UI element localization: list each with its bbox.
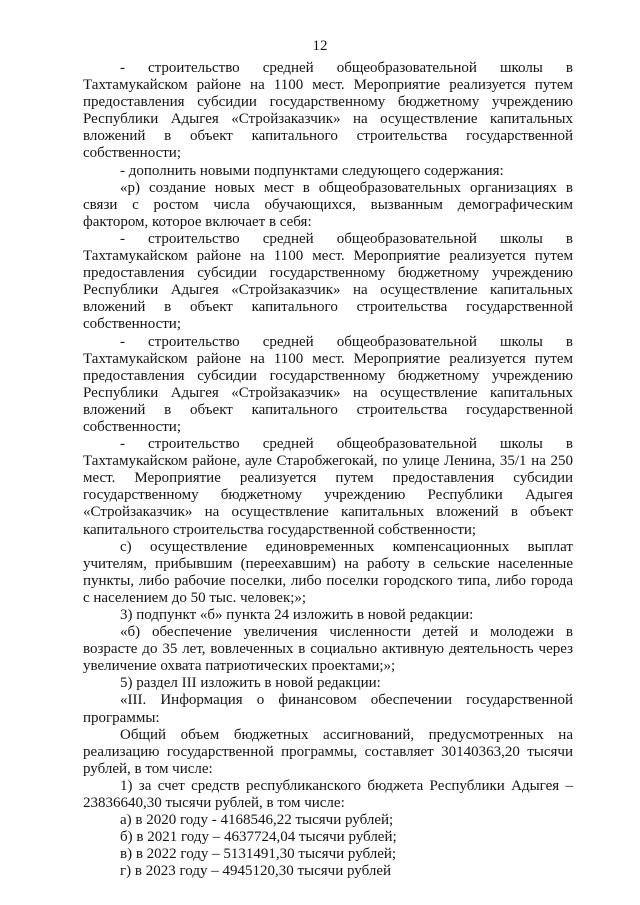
paragraph-item-s: с) осуществление единовременных компенсационных выплат учителям, прибывшим (переехавшим) на работу в сельские населенные пункты, либо рабочие поселки, либо поселки городского типа, либо города с населением до 50 тыс. человек;»; (83, 538, 573, 606)
paragraph-item-r: «р) создание новых мест в общеобразовательных организациях в связи с ростом числа обучающихся, вызванным демографическим фактором, которое включает в себя: (83, 179, 573, 230)
document-body (83, 60, 573, 881)
paragraph-section-3-heading: «III. Информация о финансовом обеспечении государственной программы: (83, 692, 573, 726)
page-number: 12 (312, 38, 328, 54)
paragraph-year-2022: в) в 2022 году – 5131491,30 тысячи рублей; (120, 846, 397, 863)
paragraph-construction-school-4: - строительство средней общеобразовательной школы в Тахтамукайском районе, ауле Старобжегокай, по улице Ленина, 35/1 на 250 мест. Мероприятие реализуется путем предоставления субсидии государственному бюджетному учреждению Республики Адыгея «Стройзаказчик» на осуществление капитальных вложений в объект капитального строительства государственной собственности; (83, 436, 573, 538)
paragraph-year-2023: г) в 2023 году – 4945120,30 тысячи рублей (120, 863, 392, 880)
paragraph-item-b: «б) обеспечение увеличения численности детей и молодежи в возрасте до 35 лет, вовлеченных в социально активную деятельность через увеличение охвата патриотических проектами;»; (83, 624, 573, 675)
paragraph-republic-budget: 1) за счет средств республиканского бюджета Республики Адыгея – 23836640,30 тысячи рублей, в том числе: (83, 777, 573, 812)
paragraph-year-2021: б) в 2021 году – 4637724,04 тысячи рублей; (120, 829, 397, 846)
paragraph-total-budget: Общий объем бюджетных ассигнований, предусмотренных на реализацию государственной программы, составляет 30140363,20 тысячи рублей, в том числе: (83, 726, 573, 777)
paragraph-year-2020: а) в 2020 году - 4168546,22 тысячи рублей; (120, 812, 394, 829)
paragraph-item-3: 3) подпункт «б» пункта 24 изложить в новой редакции: (120, 607, 474, 623)
paragraph-construction-school-3: - строительство средней общеобразовательной школы в Тахтамукайском районе на 1100 мест. Мероприятие реализуется путем предоставления субсидии государственному бюджетному учреждению Республики Адыгея «Стройзаказчик» на осуществление капитальных вложений в объект капитального строительства государственной собственности; (83, 333, 573, 435)
paragraph-construction-school-2: - строительство средней общеобразовательной школы в Тахтамукайском районе на 1100 мест. Мероприятие реализуется путем предоставления субсидии государственному бюджетному учреждению Республики Адыгея «Стройзаказчик» на осуществление капитальных вложений в объект капитального строительства государственной собственности; (83, 230, 573, 333)
paragraph-item-5: 5) раздел III изложить в новой редакции: (120, 675, 381, 692)
paragraph-add-subitems: - дополнить новыми подпунктами следующего содержания: (120, 162, 504, 179)
paragraph-construction-school-1: - строительство средней общеобразовательной школы в Тахтамукайском районе на 1100 мест. Мероприятие реализуется путем предоставления субсидии государственному бюджетному учреждению Республики Адыгея «Стройзаказчик» на осуществление капитальных вложений в объект капитального строительства государственной собственности; (83, 60, 573, 162)
